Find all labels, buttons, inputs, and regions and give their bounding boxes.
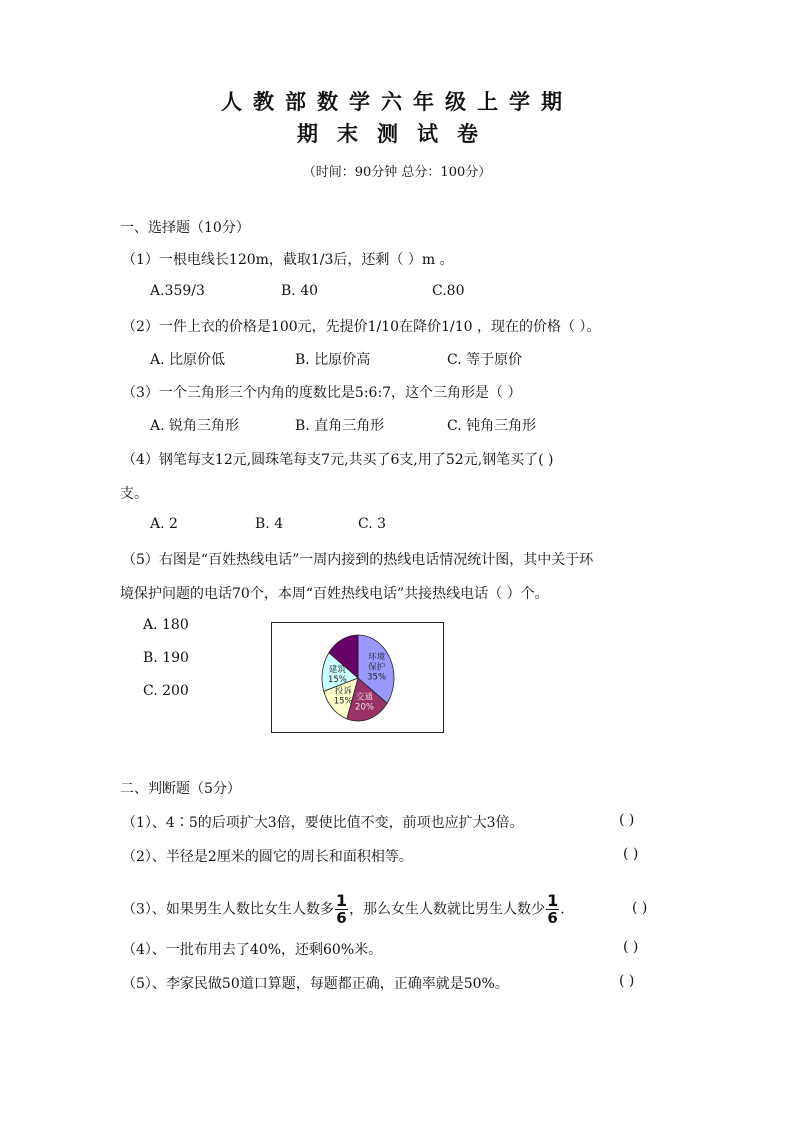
question-5-option-a: A. 180 (143, 617, 189, 633)
judge-item-5: （5）、李家民做50道口算题，每题都正确，正确率就是50%。 (122, 976, 509, 992)
question-1-option-c: C.80 (432, 283, 465, 299)
judge-item-1-answer[interactable]: ( ) (619, 812, 635, 828)
pie-chart-svg (272, 623, 442, 731)
judge-item-3-text-b: ，那么女生人数就比男生人数少 (349, 901, 546, 918)
question-4-option-c: C. 3 (358, 516, 387, 532)
question-1-text: （1）一根电线长120m，截取1/3后，还剩（ ）m 。 (122, 252, 454, 268)
question-2-option-c: C. 等于原价 (447, 352, 523, 368)
judge-item-5-answer[interactable]: ( ) (619, 973, 635, 989)
question-1-option-b: B. 40 (281, 283, 319, 299)
fraction-one-sixth (335, 893, 348, 926)
judge-item-3-answer[interactable]: ( ) (632, 900, 648, 916)
judge-item-4-answer[interactable]: ( ) (623, 939, 639, 955)
question-4-text-cont: 支。 (120, 486, 148, 502)
question-1-option-a: A.359/3 (150, 283, 205, 299)
pie-slice-label: 交通 (355, 692, 374, 703)
fraction-numerator: 1 (547, 891, 559, 910)
page-subtitle: 期末测试卷 (297, 121, 497, 146)
question-4-text: （4）钢笔每支12元,圆珠笔每支7元,共买了6支,用了52元,钢笔买了( ) (122, 452, 554, 468)
pie-slice-label: 15% (333, 696, 353, 707)
fraction-denominator: 6 (547, 909, 558, 927)
question-5-text: （5）右图是“百姓热线电话”一周内接到的热线电话情况统计图，其中关于环 (122, 552, 594, 568)
pie-slice-label: 建筑 (328, 665, 346, 676)
judge-item-1: （1）、4∶5的后项扩大3倍，要使比值不变，前项也应扩大3倍。 (122, 815, 524, 831)
pie-slice-label: 15% (327, 675, 347, 686)
section-heading-choice: 一、选择题（10分） (120, 220, 250, 236)
judge-item-3 (122, 893, 565, 926)
judge-item-3-text-c: . (560, 901, 565, 918)
pie-slice-label: 保护 (368, 662, 386, 673)
hotline-pie-chart (271, 622, 444, 733)
pie-slice-label: 20% (355, 702, 374, 713)
page-title: 人教部数学六年级上学期 (221, 89, 573, 114)
fraction-numerator: 1 (335, 891, 348, 910)
question-3-option-a: A. 锐角三角形 (150, 418, 240, 434)
question-4-option-a: A. 2 (150, 516, 178, 532)
question-2-option-a: A. 比原价低 (150, 352, 226, 368)
question-2-option-b: B. 比原价高 (295, 352, 371, 368)
judge-item-3-text-a: （3）、如果男生人数比女生人数多 (122, 901, 334, 918)
fraction-one-sixth (546, 893, 559, 926)
question-3-text: （3）一个三角形三个内角的度数比是5:6:7，这个三角形是（ ） (122, 385, 522, 401)
judge-item-2-answer[interactable]: ( ) (623, 846, 639, 862)
question-3-option-b: B. 直角三角形 (295, 418, 385, 434)
question-4-option-b: B. 4 (255, 516, 284, 532)
question-5-text-cont: 境保护问题的电话70个，本周“百姓热线电话”共接热线电话（ ）个。 (120, 586, 549, 602)
question-3-option-c: C. 钝角三角形 (447, 418, 537, 434)
pie-slice-label: 环境 (368, 652, 386, 663)
judge-item-2: （2）、半径是2厘米的圆它的周长和面积相等。 (122, 849, 413, 865)
exam-meta: （时间：90分钟 总分：100分） (302, 165, 492, 180)
question-5-option-c: C. 200 (143, 683, 189, 699)
pie-slice-label: 投诉 (334, 686, 352, 697)
judge-item-4: （4）、一批布用去了40%，还剩60%米。 (122, 942, 383, 958)
fraction-denominator: 6 (336, 909, 347, 927)
section-heading-judge: 二、判断题（5分） (120, 781, 241, 797)
question-5-option-b: B. 190 (143, 650, 189, 666)
pie-slice-label: 35% (367, 672, 387, 683)
question-2-text: （2）一件上衣的价格是100元，先提价1/10在降价1/10 ，现在的价格（ ）。 (122, 319, 601, 335)
